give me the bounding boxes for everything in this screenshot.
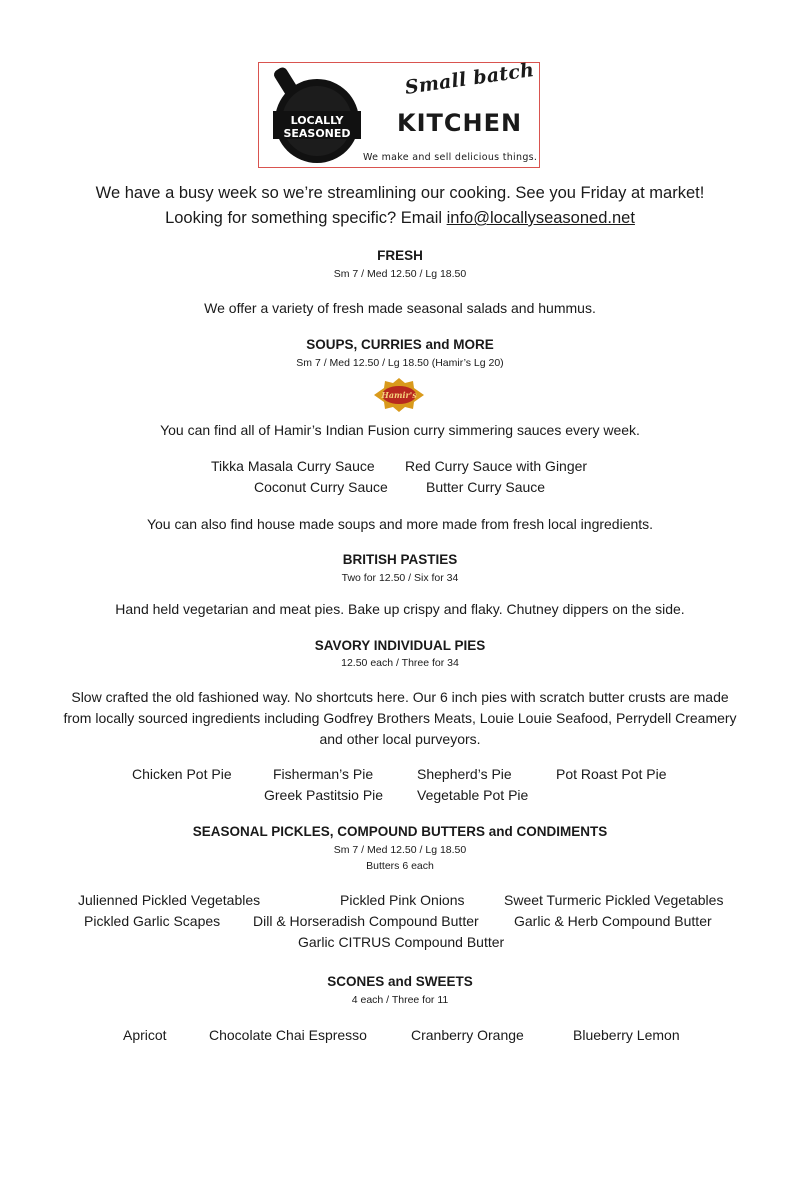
section-heading-pies: SAVORY INDIVIDUAL PIES: [314, 638, 486, 653]
pickle-item: Julienned Pickled Vegetables: [78, 892, 261, 908]
pickle-item: Sweet Turmeric Pickled Vegetables: [504, 892, 724, 908]
pie-item: Greek Pastitsio Pie: [264, 787, 384, 803]
scone-item: Apricot: [123, 1027, 167, 1043]
pan-text-2: SEASONED: [283, 127, 351, 140]
section-heading-soups: SOUPS, CURRIES and MORE: [306, 337, 494, 352]
section-heading-pickles: SEASONAL PICKLES, COMPOUND BUTTERS and CONDIMENTS: [192, 824, 608, 839]
intro-text: [0, 181, 800, 231]
soup-item: Butter Curry Sauce: [426, 479, 546, 495]
logo-title-small: Small batch: [403, 58, 536, 99]
section-price-pies: 12.50 each / Three for 34: [341, 657, 459, 669]
pickle-item: Dill & Horseradish Compound Butter: [253, 913, 479, 929]
pies-desc-line: and other local purveyors.: [319, 731, 481, 747]
pickle-item: Pickled Garlic Scapes: [84, 913, 221, 929]
section-desc-pasties: Hand held vegetarian and meat pies. Bake up crispy and flaky. Chutney dippers on the side.: [115, 601, 685, 617]
soup-item: Coconut Curry Sauce: [254, 479, 388, 495]
soup-item: Red Curry Sauce with Ginger: [405, 458, 588, 474]
hamirs-logo-icon: [372, 377, 426, 413]
section-desc-pies: [0, 687, 800, 750]
intro-line-2-prefix: Looking for something specific? Email: [165, 209, 447, 227]
section-heading-scones: SCONES and SWEETS: [327, 974, 473, 989]
pickle-item: Pickled Pink Onions: [340, 892, 465, 908]
section-price-soups: Sm 7 / Med 12.50 / Lg 18.50 (Hamir’s Lg 20): [296, 357, 504, 369]
section-desc-fresh: We offer a variety of fresh made seasonal salads and hummus.: [204, 300, 596, 316]
pie-item: Shepherd’s Pie: [417, 766, 512, 782]
pickle-item: Garlic CITRUS Compound Butter: [298, 934, 505, 950]
logo-tagline: We make and sell delicious things.: [363, 152, 538, 163]
pie-item: Fisherman’s Pie: [273, 766, 374, 782]
pie-item: Pot Roast Pot Pie: [556, 766, 667, 782]
skillet-icon: [265, 65, 365, 165]
pickle-item: Garlic & Herb Compound Butter: [514, 913, 712, 929]
logo-title-kitchen: KITCHEN: [397, 109, 523, 137]
section-desc-soups-1: You can find all of Hamir’s Indian Fusion curry simmering sauces every week.: [160, 422, 640, 438]
intro-line-2: [0, 206, 800, 231]
pie-item: Vegetable Pot Pie: [417, 787, 529, 803]
section-price-butters: Butters 6 each: [366, 860, 434, 872]
pies-desc-line: from locally sourced ingredients including Godfrey Brothers Meats, Louie Louie Seafood, Perrydell Creamery: [63, 710, 737, 726]
email-link[interactable]: info@locallyseasoned.net: [446, 209, 635, 227]
section-heading-pasties: BRITISH PASTIES: [342, 552, 458, 567]
section-price-pasties: Two for 12.50 / Six for 34: [341, 572, 459, 584]
pies-desc-line: Slow crafted the old fashioned way. No shortcuts here. Our 6 inch pies with scratch butter crusts are made: [71, 689, 729, 705]
section-price-scones: 4 each / Three for 11: [351, 994, 449, 1006]
section-price-pickles: Sm 7 / Med 12.50 / Lg 18.50: [333, 844, 467, 856]
section-desc-soups-2: You can also find house made soups and more made from fresh local ingredients.: [146, 516, 654, 532]
logo-banner: [258, 58, 540, 168]
intro-line-1: We have a busy week so we’re streamlining our cooking. See you Friday at market!: [95, 184, 705, 202]
soup-item: Tikka Masala Curry Sauce: [211, 458, 375, 474]
section-heading-fresh: FRESH: [377, 248, 423, 263]
scone-item: Cranberry Orange: [411, 1027, 524, 1043]
section-price-fresh: Sm 7 / Med 12.50 / Lg 18.50: [333, 268, 467, 280]
scone-item: Chocolate Chai Espresso: [209, 1027, 367, 1043]
hamirs-logo-text: Hamir's: [381, 390, 417, 400]
pan-text-1: LOCALLY: [290, 114, 344, 127]
scone-item: Blueberry Lemon: [573, 1027, 680, 1043]
pie-item: Chicken Pot Pie: [132, 766, 232, 782]
